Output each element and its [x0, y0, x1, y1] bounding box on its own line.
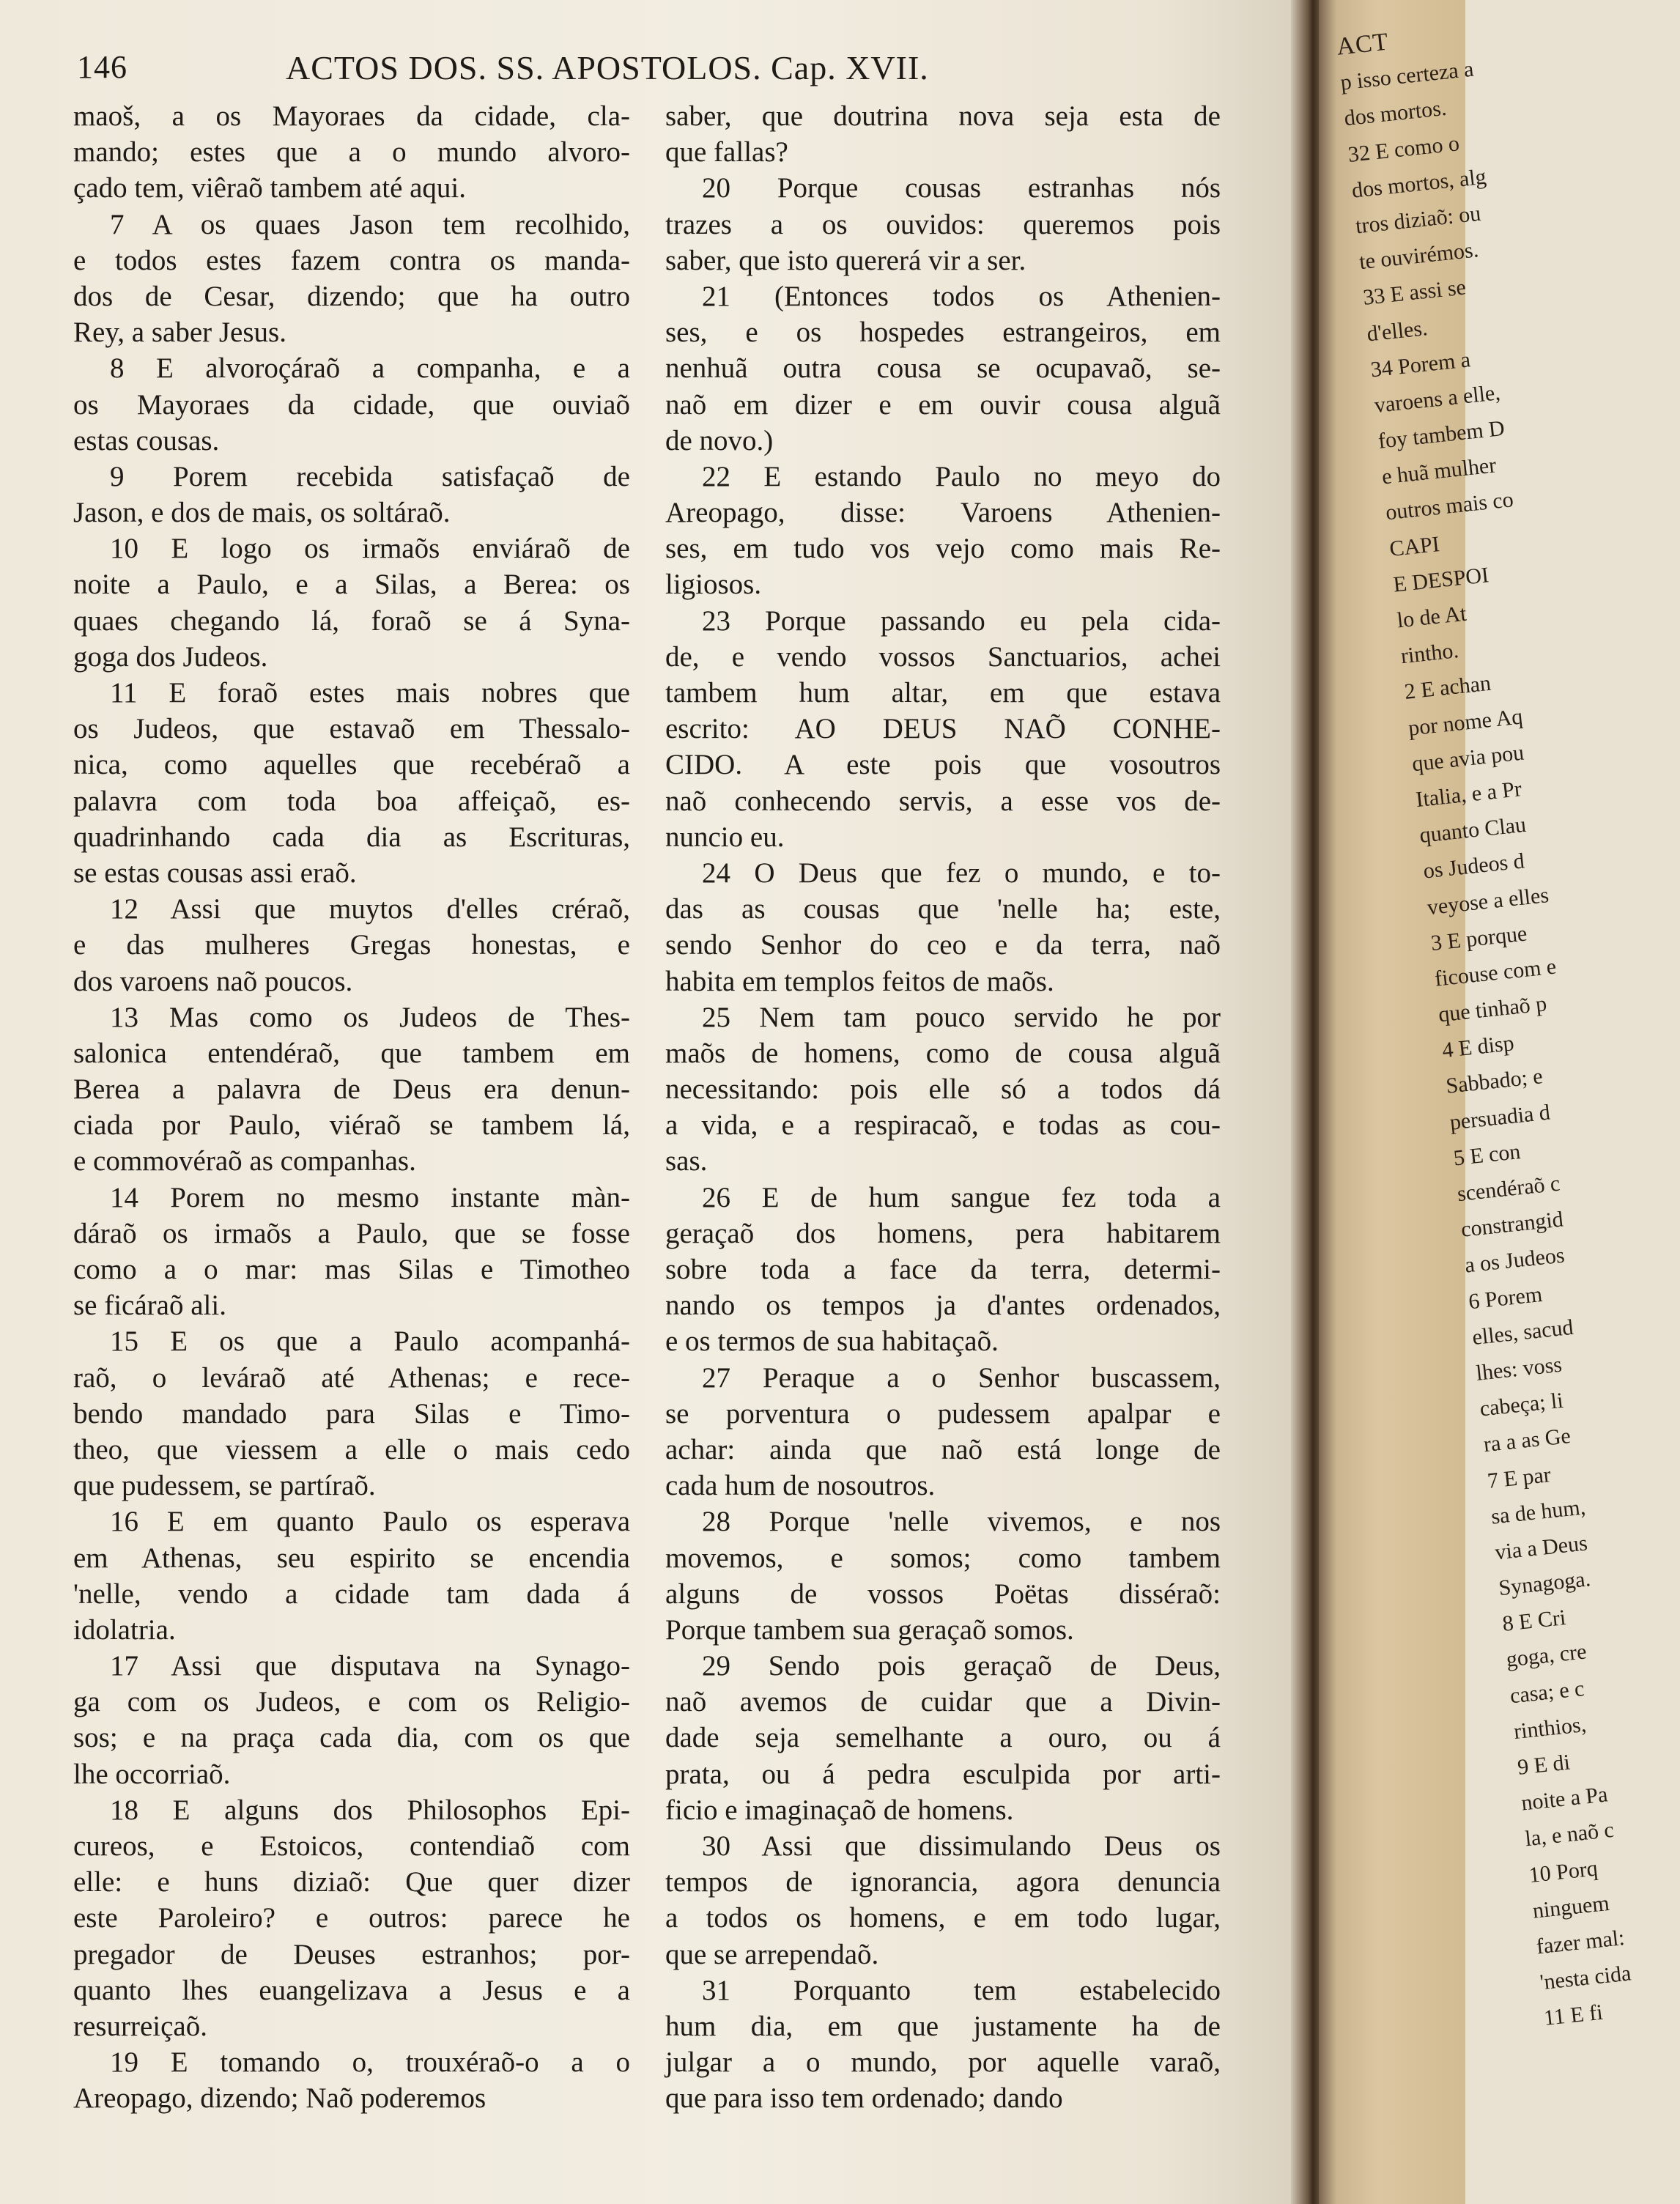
left-column-line: çado tem, viêraõ tambem até aqui. [73, 172, 467, 204]
right-column-line: saber, que isto quererá vir a ser. [665, 244, 1026, 276]
left-column-line: raõ, o leváraõ até Athenas; e rece- [73, 1361, 630, 1394]
right-column-line: achar: ainda que naõ está longe de [665, 1433, 1221, 1465]
facing-page-line: 8 E Cri [1501, 1605, 1567, 1637]
right-column-line: ficio e imaginaçaõ de homens. [665, 1794, 1014, 1826]
left-column-line: nica, como aquelles que recebéraõ a [73, 749, 630, 781]
right-column-line: 26 E de hum sangue fez toda a [702, 1181, 1221, 1213]
facing-page-line: Synagoga. [1497, 1567, 1592, 1601]
right-column-line: a todos os homens, e em todo lugar, [665, 1902, 1221, 1934]
facing-page-line: ACT [1335, 28, 1391, 61]
facing-page-line: por nome Aq [1407, 704, 1524, 741]
left-column-line: ciada por Paulo, viéraõ se tambem lá, [73, 1109, 630, 1142]
facing-page-line: noite a Pa [1520, 1782, 1609, 1816]
left-column-line: ga com os Judeos, e com os Religio- [73, 1686, 630, 1718]
right-column-line: ligiosos. [665, 569, 762, 601]
left-column-line: theo, que viessem a elle o mais cedo [73, 1433, 630, 1465]
facing-page-line: foy tambem D [1377, 415, 1506, 454]
facing-page-line: veyose a elles [1426, 882, 1550, 920]
right-column-line: geraçaõ dos homens, pera habitarem [665, 1217, 1221, 1249]
right-column-line: prata, ou á pedra esculpida por arti- [665, 1758, 1221, 1790]
right-column-line: sas. [665, 1145, 708, 1177]
left-column-line: 19 E tomando o, trouxéraõ-o a o [110, 2046, 630, 2079]
right-column-line: 31 Porquanto tem estabelecido [702, 1974, 1221, 2006]
facing-page-line: ninguem [1531, 1890, 1611, 1923]
right-column-line: tempos de ignorancia, agora denuncia [665, 1866, 1221, 1898]
facing-page-line: que avia pou [1410, 740, 1525, 777]
page-number: 146 [77, 49, 127, 85]
facing-page-line: rintho. [1399, 638, 1460, 669]
right-column-line: naõ conhecendo servis, a esse vos de- [665, 785, 1221, 817]
left-column-line: Areopago, dizendo; Naõ poderemos [73, 2082, 486, 2115]
left-column-line: 12 Assi que muytos d'elles créraõ, [110, 893, 630, 925]
facing-page-line: constrangid [1459, 1207, 1565, 1243]
left-column-line: 17 Assi que disputava na Synago- [110, 1650, 630, 1682]
facing-page-line: 3 E porque [1429, 921, 1528, 955]
facing-page-line: outros mais co [1384, 487, 1515, 525]
facing-page-line: la, e naõ c [1523, 1818, 1616, 1852]
right-column-line: que fallas? [665, 136, 788, 169]
left-column-line: dos varoens naõ poucos. [73, 965, 353, 997]
facing-page-line: e huã mulher [1380, 453, 1498, 489]
right-column-line: escrito: AO DEUS NAÕ CONHE- [665, 713, 1221, 745]
left-column-line: em Athenas, seu espirito se encendia [73, 1542, 630, 1574]
left-column-line: e das mulheres Gregas honestas, e [73, 929, 630, 961]
left-column-line: 15 E os que a Paulo acompanhá- [110, 1325, 630, 1358]
right-column-line: 28 Porque 'nelle vivemos, e nos [702, 1506, 1221, 1538]
right-column-line: 20 Porque cousas estranhas nós [702, 172, 1221, 204]
right-column-line: nuncio eu. [665, 821, 785, 853]
facing-page-line: CAPI [1388, 531, 1441, 561]
left-column-line: se estas cousas assi eraõ. [73, 857, 357, 889]
running-header [77, 48, 1015, 92]
right-column-line: de novo.) [665, 424, 774, 456]
facing-page-line: 34 Porem a [1369, 347, 1472, 382]
facing-page-line: scendéraõ c [1456, 1171, 1561, 1207]
right-column-line: 29 Sendo pois geraçaõ de Deus, [702, 1650, 1221, 1682]
right-column-line: nando os tempos ja d'antes ordenados, [665, 1290, 1221, 1322]
left-column-line: 13 Mas como os Judeos de Thes- [110, 1001, 630, 1033]
left-column-line: resurreiçaõ. [73, 2010, 207, 2042]
right-column-line: 21 (Entonces todos os Athenien- [702, 280, 1221, 312]
facing-page-line: lhes: voss [1475, 1352, 1564, 1386]
right-column-line: 22 E estando Paulo no meyo do [702, 460, 1221, 492]
right-column-line: julgar a o mundo, por aquelle varaõ, [665, 2046, 1221, 2079]
left-column-line: dáraõ os irmaõs a Paulo, que se fosse [73, 1217, 630, 1249]
right-column-line: e os termos de sua habitaçaõ. [665, 1325, 999, 1358]
left-column-line: 11 E foraõ estes mais nobres que [110, 677, 630, 709]
facing-page-line: 6 Porem [1467, 1282, 1544, 1314]
left-column-line: idolatria. [73, 1613, 176, 1646]
facing-page-line: persuadia d [1448, 1100, 1552, 1135]
left-column-line: 9 Porem recebida satisfaçaõ de [110, 460, 630, 492]
left-column-line: 14 Porem no mesmo instante màn- [110, 1181, 630, 1213]
facing-page-line: p isso certeza a [1339, 56, 1475, 95]
facing-page-line: 4 E disp [1440, 1031, 1516, 1063]
facing-page-line: 2 E achan [1403, 671, 1492, 705]
left-column-line: 16 E em quanto Paulo os esperava [110, 1506, 630, 1538]
left-column-line: Jason, e dos de mais, os soltáraõ. [73, 497, 451, 529]
right-column-line: sobre toda a face da terra, determi- [665, 1254, 1221, 1285]
facing-page-line: goga, cre [1505, 1639, 1588, 1673]
right-column-line: maõs de homens, como de cousa alguã [665, 1037, 1221, 1069]
left-column-line: quadrinhando cada dia as Escrituras, [73, 821, 630, 853]
facing-page-line: 5 E con [1452, 1139, 1522, 1171]
right-text-column [665, 98, 1221, 2117]
right-column-line: movemos, e somos; como tambem [665, 1542, 1221, 1574]
facing-page-line: 11 E fi [1542, 2000, 1605, 2031]
left-column-line: maoš, a os Mayoraes da cidade, cla- [73, 100, 630, 132]
facing-page-line: 7 E par [1486, 1462, 1553, 1493]
left-column-line: os Mayoraes da cidade, que ouviaõ [73, 388, 630, 421]
running-title: ACTOS DOS. SS. APOSTOLOS. Cap. XVII. [286, 49, 929, 86]
facing-page-line: Sabbado; e [1444, 1064, 1544, 1099]
right-column-line: 24 O Deus que fez o mundo, e to- [702, 857, 1221, 889]
facing-page-line: E DESPOI [1391, 563, 1490, 597]
facing-page-line: lo de At [1396, 601, 1468, 633]
right-column-line: tambem hum altar, em que estava [665, 677, 1221, 709]
left-column-line: goga dos Judeos. [73, 640, 268, 673]
right-column-line: CIDO. A este pois que vosoutros [665, 749, 1221, 781]
left-column-line: noite a Paulo, e a Silas, a Berea: os [73, 569, 630, 601]
left-column-line: bendo mandado para Silas e Timo- [73, 1397, 630, 1430]
left-column-line: 'nelle, vendo a cidade tam dada á [73, 1578, 630, 1610]
right-column-line: sendo Senhor do ceo e da terra, naõ [665, 929, 1221, 961]
left-column-line: pregador de Deuses estranhos; por- [73, 1938, 630, 1970]
facing-page-line: os Judeos d [1422, 848, 1526, 884]
left-column-line: 18 E alguns dos Philosophos Epi- [110, 1794, 630, 1826]
facing-page-line: te ouvirémos. [1358, 237, 1480, 275]
right-column-line: Porque tambem sua geraçaõ somos. [665, 1613, 1074, 1646]
right-column-line: Areopago, disse: Varoens Athenien- [665, 497, 1221, 529]
right-column-line: naõ em dizer e em ouvir cousa alguã [665, 388, 1221, 421]
left-column-line: 8 E alvoroçáraõ a companha, e a [110, 352, 630, 385]
right-column-line: naõ avemos de cuidar que a Divin- [665, 1686, 1221, 1718]
left-column-line: que pudessem, se partíraõ. [73, 1470, 376, 1502]
facing-page-line: casa; e c [1509, 1676, 1585, 1709]
facing-page-line: elles, sacud [1470, 1314, 1574, 1350]
left-column-line: elle: e huns diziaõ: Que quer dizer [73, 1866, 630, 1898]
left-column-line: quaes chegando lá, foraõ se á Syna- [73, 604, 630, 637]
left-column-line: estas cousas. [73, 424, 220, 456]
facing-page-line: dos mortos. [1343, 96, 1448, 131]
left-column-line: como a o mar: mas Silas e Timotheo [73, 1254, 630, 1285]
facing-page-line: ficouse com e [1433, 954, 1558, 991]
right-column-line: cada hum de nosoutros. [665, 1470, 936, 1502]
left-column-line: Berea a palavra de Deus era denun- [73, 1073, 630, 1106]
left-column-line: os Judeos, que estavaõ em Thessalo- [73, 713, 630, 745]
right-column-line: 25 Nem tam pouco servido he por [702, 1001, 1221, 1033]
facing-page-line: 9 E di [1516, 1750, 1572, 1780]
right-column-line: que se arrependaõ. [665, 1938, 879, 1970]
facing-page-line: 32 E como o [1347, 130, 1461, 167]
facing-page-line: Italia, e a Pr [1414, 777, 1523, 813]
facing-page-line: sa de hum, [1490, 1495, 1587, 1529]
facing-page-line: 10 Porq [1528, 1855, 1599, 1887]
left-column-line: lhe occorriaõ. [73, 1758, 231, 1790]
facing-page-line: rinthios, [1512, 1712, 1588, 1744]
right-column-line: saber, que doutrina nova seja esta de [665, 100, 1221, 132]
left-column-line: 10 E logo os irmaõs enviáraõ de [110, 533, 630, 565]
left-column-line: salonica entendéraõ, que tambem em [73, 1037, 630, 1069]
right-column-line: alguns de vossos Poëtas disséraõ: [665, 1578, 1221, 1610]
facing-page-line: dos mortos, alg [1350, 164, 1488, 203]
right-column-line: ses, e os hospedes estrangeiros, em [665, 317, 1221, 349]
left-column-line: 7 A os quaes Jason tem recolhido, [110, 208, 630, 240]
facing-page-line: fazer mal: [1535, 1925, 1626, 1959]
right-column-line: 23 Porque passando eu pela cida- [702, 604, 1221, 637]
left-column-line: cureos, e Estoicos, contendiaõ com [73, 1830, 630, 1862]
right-column-line: hum dia, em que justamente ha de [665, 2010, 1221, 2042]
left-column-line: se ficáraõ ali. [73, 1290, 226, 1322]
right-column-line: 30 Assi que dissimulando Deus os [702, 1830, 1221, 1862]
right-column-line: necessitando: pois elle só a todos dá [665, 1073, 1221, 1106]
left-text-column [73, 98, 630, 2117]
left-column-line: e todos estes fazem contra os manda- [73, 244, 630, 276]
facing-page-line: tros diziaõ: ou [1354, 201, 1482, 239]
right-column-line: se porventura o pudessem apalpar e [665, 1397, 1221, 1430]
facing-page-line: quanto Clau [1418, 812, 1528, 848]
right-column-line: de, e vendo vossos Sanctuarios, achei [665, 640, 1221, 673]
right-column-line: que para isso tem ordenado; dando [665, 2082, 1063, 2115]
right-column-line: habita em templos feitos de maõs. [665, 965, 1054, 997]
facing-page-line: 33 E assi se [1361, 275, 1468, 311]
left-column-line: este Paroleiro? e outros: parece he [73, 1902, 630, 1934]
left-column-line: quanto lhes euangelizava a Jesus e a [73, 1974, 630, 2006]
right-column-line: trazes a os ouvidos: queremos pois [665, 208, 1221, 240]
facing-page-line: varoens a elle, [1373, 380, 1502, 418]
right-column-line: dade seja semelhante a ouro, ou á [665, 1722, 1221, 1754]
right-column-line: a vida, e a respiracaõ, e todas as cou- [665, 1109, 1221, 1142]
right-column-line: das as cousas que 'nelle ha; este, [665, 893, 1221, 925]
left-column-line: dos de Cesar, dizendo; que ha outro [73, 280, 630, 312]
facing-page-line: via a Deus [1493, 1531, 1589, 1565]
facing-page-line: ra a as Ge [1482, 1424, 1572, 1457]
right-column-line: ses, em tudo vos vejo como mais Re- [665, 533, 1221, 565]
left-column-line: sos; e na praça cada dia, com os que [73, 1722, 630, 1754]
right-column-line: nenhuã outra cousa se ocupavaõ, se- [665, 352, 1221, 385]
facing-page-line: 'nesta cida [1539, 1961, 1632, 1995]
facing-page-line: que tinhaõ p [1437, 991, 1548, 1027]
left-column-line: mando; estes que a o mundo alvoro- [73, 136, 630, 169]
facing-page-line: a os Judeos [1463, 1243, 1566, 1278]
facing-page-line: cabeça; li [1479, 1388, 1565, 1421]
left-column-line: e commovéraõ as companhas. [73, 1145, 416, 1177]
right-column-line: 27 Peraque a o Senhor buscassem, [702, 1361, 1221, 1394]
left-column-line: Rey, a saber Jesus. [73, 317, 286, 349]
facing-page-line: d'elles. [1365, 315, 1429, 347]
left-column-line: palavra com toda boa affeiçaõ, es- [73, 785, 630, 817]
